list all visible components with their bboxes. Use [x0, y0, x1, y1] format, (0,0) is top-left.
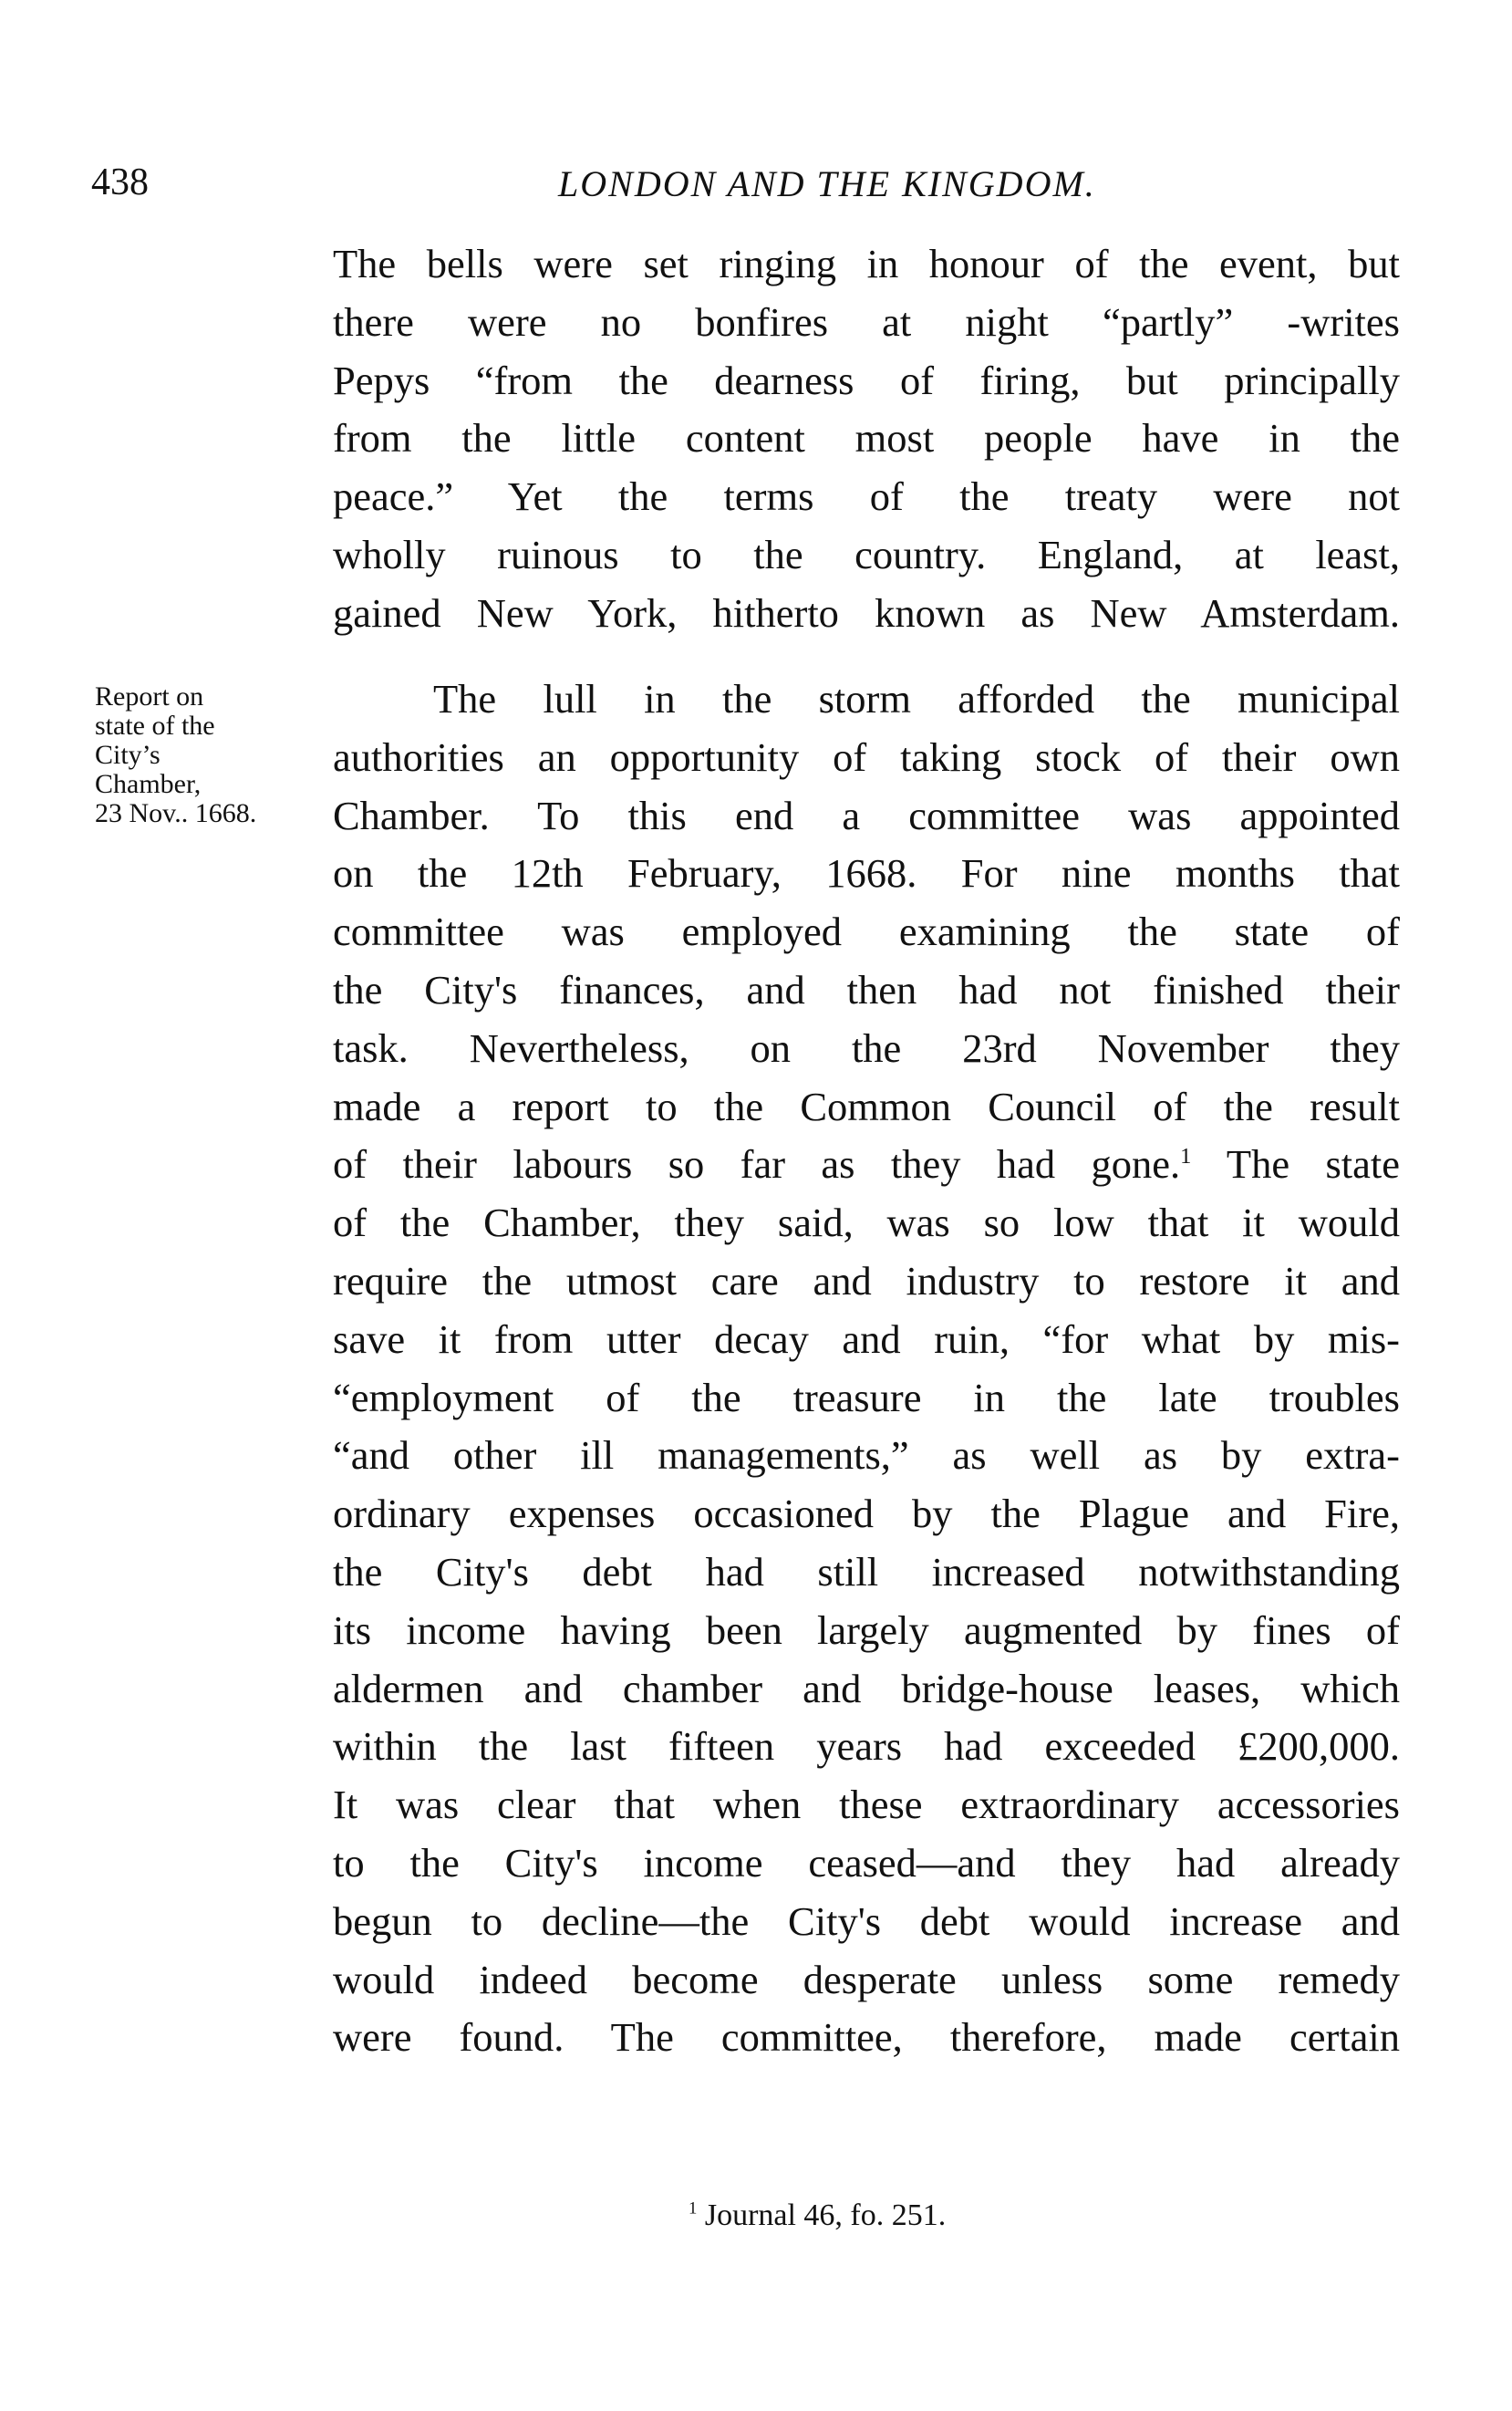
- margin-note: [95, 682, 314, 828]
- text-line: wholly ruinous to the country. England, at least,: [333, 531, 1400, 577]
- text-line: were found. The committee, therefore, made certain: [333, 2014, 1400, 2061]
- text-line: to the City's income ceased—and they had already: [333, 1839, 1400, 1886]
- margin-note-line: Chamber,: [95, 769, 202, 799]
- text-line: from the little content most people have in the: [333, 415, 1400, 462]
- text-line: Chamber. To this end a committee was appointed: [333, 792, 1400, 838]
- text-line: within the last fifteen years had exceeded £200,000.: [333, 1723, 1400, 1770]
- footnote-marker: 1: [689, 2198, 698, 2219]
- paragraph-2: [333, 670, 1400, 2067]
- text-line: save it from utter decay and ruin, “for what by mis-: [333, 1315, 1400, 1362]
- text-line: ordinary expenses occasioned by the Plague and Fire,: [333, 1491, 1400, 1537]
- text-line: there were no bonfires at night “partly” -writes: [333, 298, 1400, 345]
- text-segment: of their labours so far as they had gone.: [333, 1141, 1181, 1188]
- text-line: made a report to the Common Council of the result: [333, 1083, 1400, 1129]
- text-line: The bells were set ringing in honour of the event, but: [333, 241, 1400, 286]
- text-line: “employment of the treasure in the late troubles: [333, 1374, 1400, 1420]
- margin-note-line: 23 Nov.. 1668.: [95, 798, 257, 828]
- text-line: the City's finances, and then had not finished their: [333, 966, 1400, 1013]
- text-line: peace.” Yet the terms of the treaty were not: [333, 473, 1400, 520]
- text-line-with-footnote-ref: [333, 1136, 1400, 1194]
- margin-note-line: City’s: [95, 740, 161, 770]
- margin-note-line: Report on: [95, 681, 204, 712]
- text-line: on the 12th February, 1668. For nine months that: [333, 850, 1400, 897]
- text-line: It was clear that when these extraordinary accessories: [333, 1782, 1400, 1828]
- text-line: its income having been largely augmented by fines of: [333, 1606, 1400, 1653]
- text-line: gained New York, hitherto known as New Amsterdam.: [333, 589, 1400, 636]
- text-line: committee was employed examining the state of: [333, 909, 1400, 955]
- text-line: task. Nevertheless, on the 23rd November they: [333, 1024, 1400, 1071]
- text-line: Pepys “from the dearness of firing, but principally: [333, 357, 1400, 403]
- text-line: “and other ill managements,” as well as by extra-: [333, 1432, 1400, 1479]
- footnote: [689, 2198, 946, 2233]
- text-segment: The state: [1191, 1141, 1400, 1188]
- running-title: LONDON AND THE KINGDOM.: [558, 163, 1096, 204]
- text-line: of the Chamber, they said, was so low that it would: [333, 1200, 1400, 1246]
- margin-note-line: state of the: [95, 711, 215, 741]
- text-line: begun to decline—the City's debt would increase and: [333, 1897, 1400, 1944]
- text-line: require the utmost care and industry to restore it and: [333, 1257, 1400, 1304]
- footnote-reference[interactable]: 1: [1180, 1144, 1192, 1169]
- paragraph-1: [333, 235, 1400, 643]
- text-line: would indeed become desperate unless some remedy: [333, 1956, 1400, 2002]
- text-line: the City's debt had still increased notwithstanding: [333, 1548, 1400, 1595]
- text-line: aldermen and chamber and bridge-house leases, which: [333, 1665, 1400, 1711]
- text-line: The lull in the storm afforded the municipal: [433, 676, 1400, 722]
- page-number: 438: [91, 161, 149, 203]
- text-line: authorities an opportunity of taking stock of their own: [333, 733, 1400, 780]
- footnote-text: Journal 46, fo. 251.: [704, 2198, 947, 2232]
